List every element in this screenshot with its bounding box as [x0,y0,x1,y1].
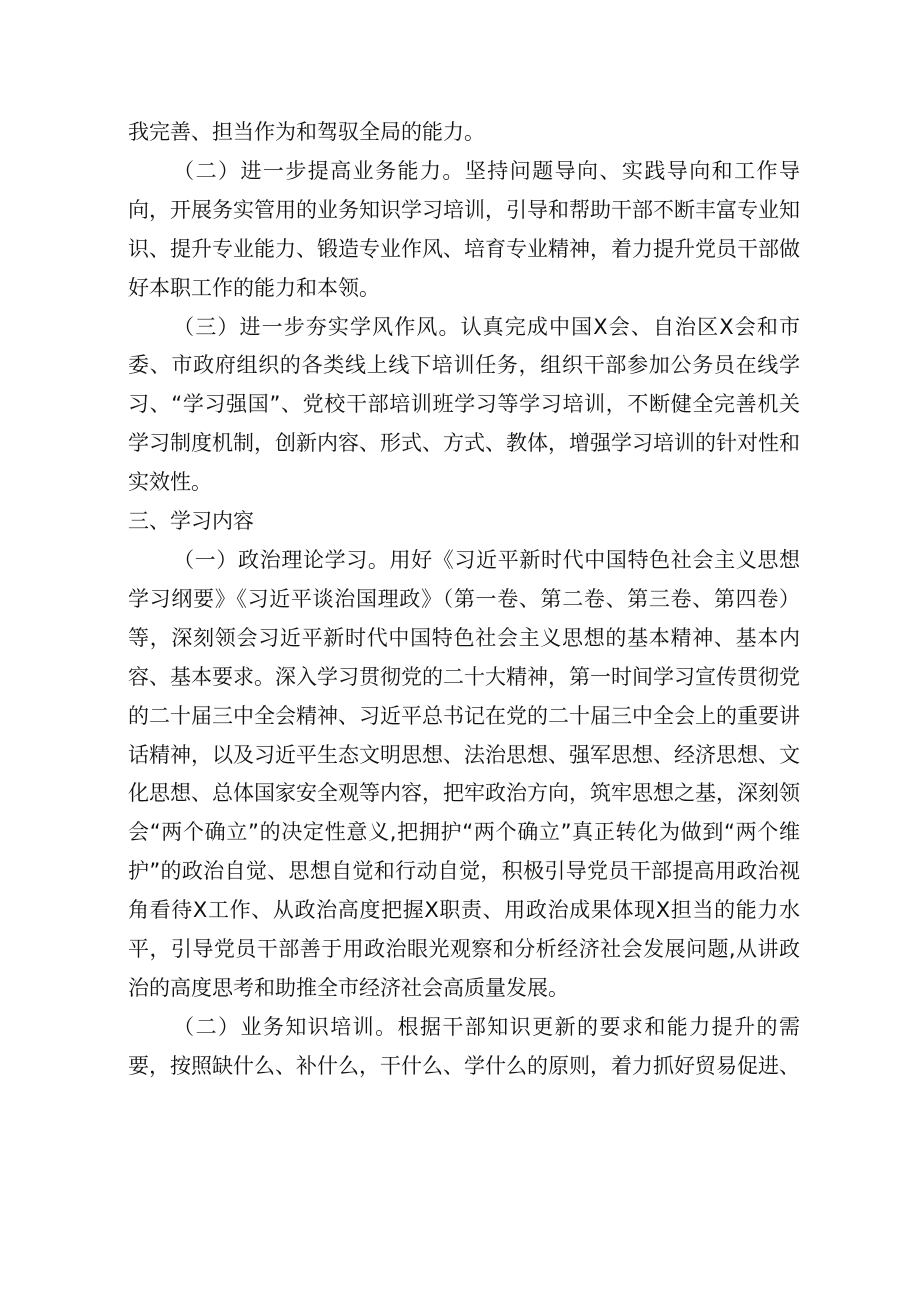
paragraph-political-theory: （一）政治理论学习。用好《习近平新时代中国特色社会主义思想学习纲要》《习近平谈治国理政》（第一卷、第二卷、第三卷、第四卷）等，深刻领会习近平新时代中国特色社会主义思想的基本精神、基本内容、基本要求。深入学习贯彻党的二十大精神，第一时间学习宣传贯彻党的二十届三中全会精神、习近平总书记在党的二十届三中全会上的重要讲话精神，以及习近平生态文明思想、法治思想、强军思想、经济思想、文化思想、总体国家安全观等内容，把牢政治方向，筑牢思想之基，深刻领会“两个确立”的决定性意义,把拥护“两个确立”真正转化为做到“两个维护”的政治自觉、思想自觉和行动自觉，积极引导党员干部提高用政治视角看待X工作、从政治高度把握X职责、用政治成果体现X担当的能力水平，引导党员干部善于用政治眼光观察和分析经济社会发展问题,从讲政治的高度思考和助推全市经济社会高质量发展。 [128,547,800,1000]
paragraph-business-ability: （二）进一步提高业务能力。坚持问题导向、实践导向和工作导向，开展务实管用的业务知识学习培训，引导和帮助干部不断丰富专业知识、提升专业能力、锻造专业作风、培育专业精神，着力提升党员干部做好本职工作的能力和本领。 [128,158,800,300]
paragraph-continuation: 我完善、担当作为和驾驭全局的能力。 [128,120,485,144]
paragraph-study-style: （三）进一步夯实学风作风。认真完成中国X会、自治区X会和市委、市政府组织的各类线上线下培训任务，组织干部参加公务员在线学习、“学习强国”、党校干部培训班学习等学习培训，不断健全完善机关学习制度机制，创新内容、形式、方式、教体，增强学习培训的针对性和实效性。 [128,314,800,495]
document-body [128,113,800,1086]
section-heading-study-content: 三、学习内容 [128,509,254,534]
paragraph-business-training: （二）业务知识培训。根据干部知识更新的要求和能力提升的需要，按照缺什么、补什么，干什么、学什么的原则，着力抓好贸易促进、 [128,1014,800,1078]
